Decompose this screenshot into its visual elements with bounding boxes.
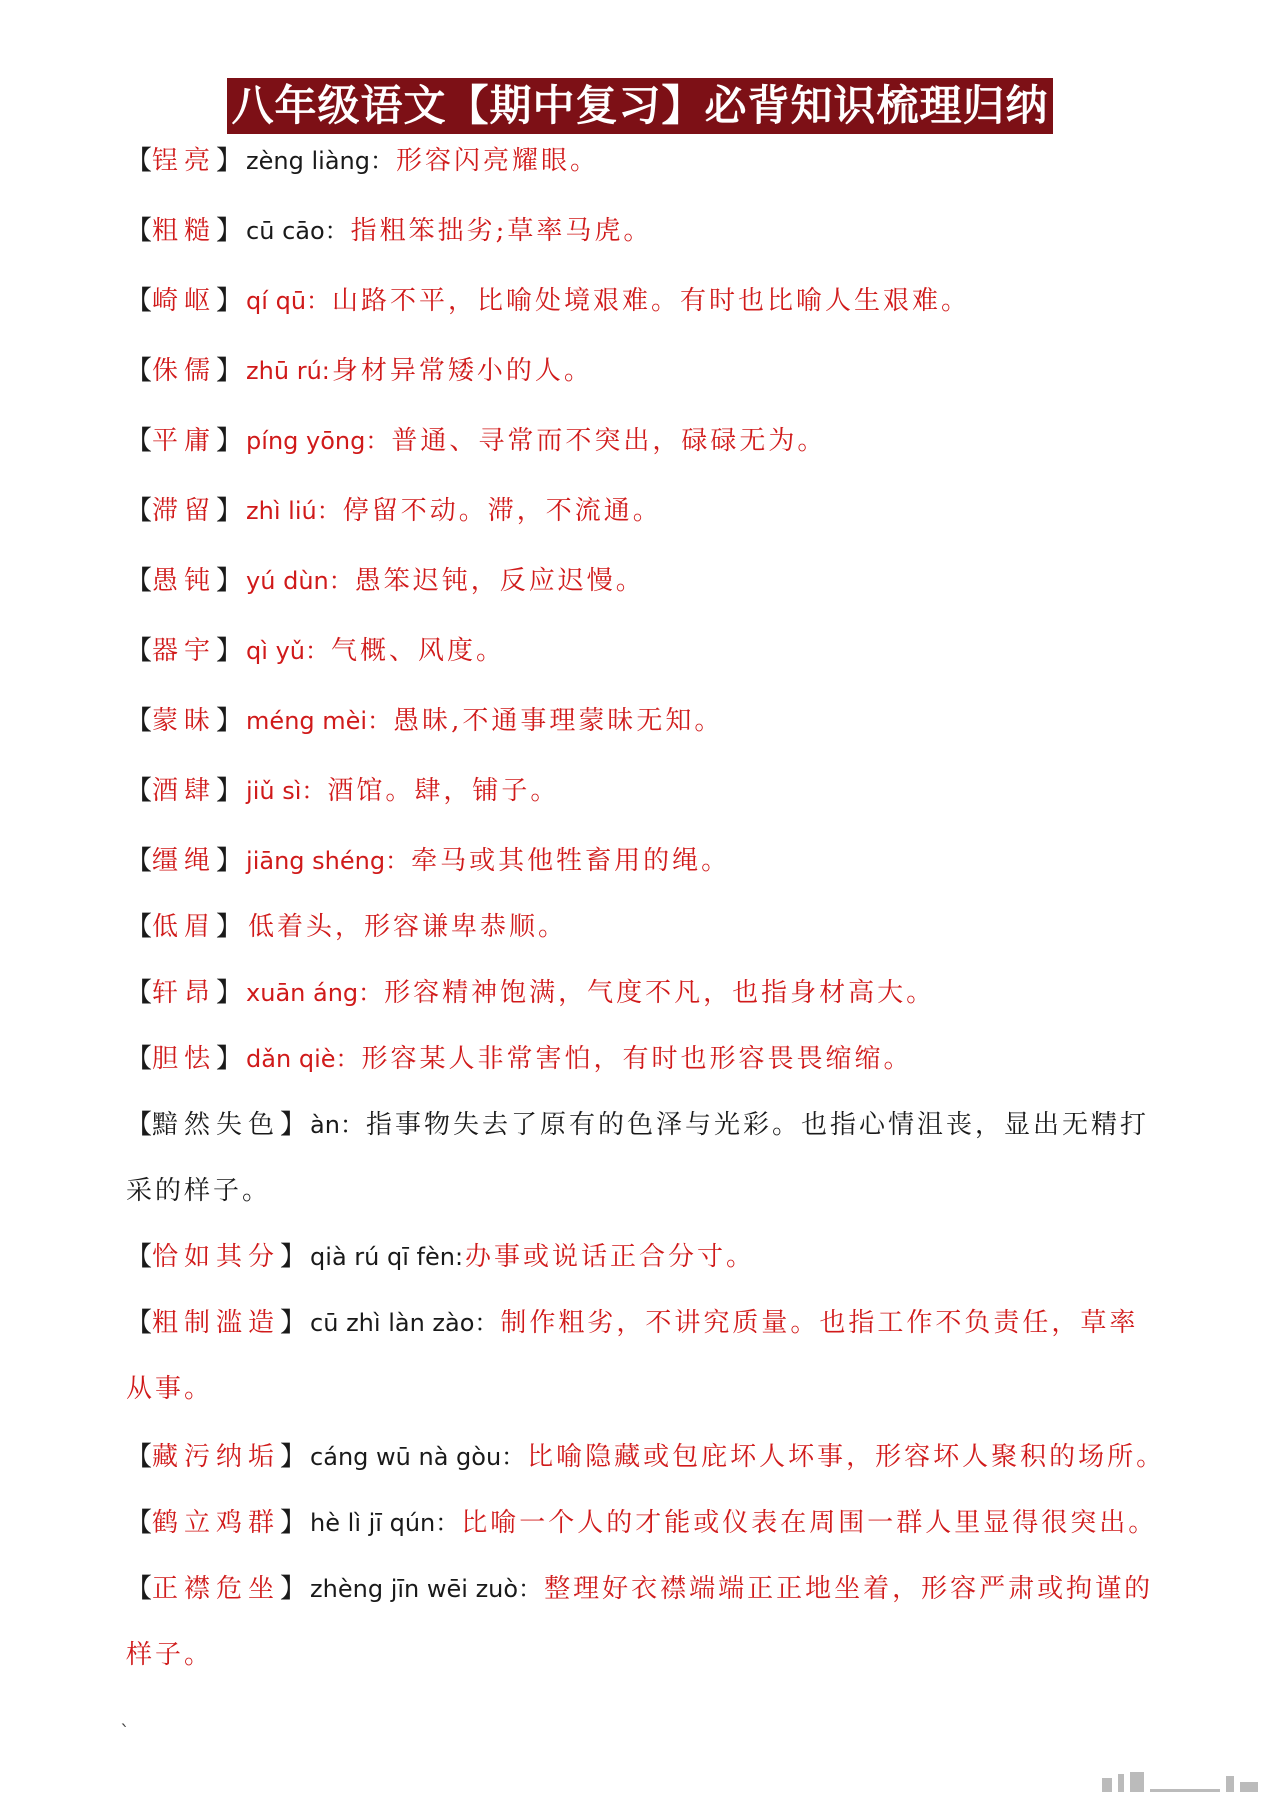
- vocab-entry: 【鹤立鸡群】 hè lì jī qún：比喻一个人的才能或仪表在周围一群人里显得很突出。: [126, 1508, 1158, 1538]
- entry-definition: 低着头，形容谦卑恭顺。: [248, 912, 568, 942]
- entry-definition: 停留不动。滞，不流通。: [342, 496, 662, 526]
- entry-definition: 指粗笨拙劣;草率马虎。: [350, 216, 653, 246]
- entry-term: 正襟危坐: [152, 1574, 281, 1604]
- entry-definition: 愚昧,不通事理蒙昧无知。: [393, 706, 724, 736]
- entry-term: 酒肆: [152, 776, 217, 806]
- entry-pinyin: qià rú qī fèn:: [310, 1243, 464, 1271]
- entry-pinyin: cū zhì làn zào：: [310, 1309, 499, 1337]
- entry-pinyin: jiǔ sì：: [246, 777, 326, 805]
- entry-pinyin: jiāng shéng：: [246, 847, 410, 875]
- stray-mark: `: [120, 1720, 130, 1744]
- vocab-entry: 【愚钝】 yú dùn：愚笨迟钝，反应迟慢。: [126, 566, 645, 596]
- vocab-entry: 【平庸】 píng yōng：普通、寻常而不突出，碌碌无为。: [126, 426, 827, 456]
- entry-pinyin: qì yǔ：: [246, 637, 329, 665]
- entry-pinyin: píng yōng：: [246, 427, 390, 455]
- entry-pinyin: zhū rú:: [246, 357, 330, 385]
- vocab-entry: 【轩昂】 xuān áng：形容精神饱满，气度不凡，也指身材高大。: [126, 978, 936, 1008]
- entry-term: 锃亮: [152, 146, 217, 176]
- entry-definition: 形容精神饱满，气度不凡，也指身材高大。: [384, 978, 936, 1008]
- entry-pinyin: qí qū：: [246, 287, 331, 315]
- entry-term: 轩昂: [152, 978, 217, 1008]
- entry-pinyin: zèng liàng：: [246, 147, 394, 175]
- entry-definition: 形容某人非常害怕，有时也形容畏畏缩缩。: [361, 1044, 913, 1074]
- entry-definition: 气概、风度。: [331, 636, 506, 666]
- entry-definition: 整理好衣襟端端正正地坐着，形容严肃或拘谨的样子。: [126, 1574, 1154, 1670]
- title-banner: [0, 78, 1280, 134]
- entry-term: 粗制滥造: [152, 1308, 281, 1338]
- entry-definition: 牵马或其他牲畜用的绳。: [411, 846, 731, 876]
- entry-definition: 愚笨迟钝，反应迟慢。: [354, 566, 645, 596]
- entry-term: 侏儒: [152, 356, 217, 386]
- entry-definition: 身材异常矮小的人。: [331, 356, 593, 386]
- vocab-entry: 【锃亮】 zèng liàng：形容闪亮耀眼。: [126, 146, 599, 176]
- entry-term: 蒙昧: [152, 706, 217, 736]
- vocab-entry: 【恰如其分】 qià rú qī fèn:办事或说话正合分寸。: [126, 1242, 756, 1272]
- vocab-entry: 【崎岖】 qí qū：山路不平，比喻处境艰难。有时也比喻人生艰难。: [126, 286, 971, 316]
- vocab-entry: 【粗糙】 cū cāo：指粗笨拙劣;草率马虎。: [126, 216, 653, 246]
- entry-term: 藏污纳垢: [152, 1442, 281, 1472]
- entry-term: 愚钝: [152, 566, 217, 596]
- entry-definition: 制作粗劣，不讲究质量。也指工作不负责任，草率从事。: [126, 1308, 1139, 1404]
- entry-definition: 酒馆。肆，铺子。: [327, 776, 560, 806]
- entry-term: 恰如其分: [152, 1242, 281, 1272]
- entry-pinyin: hè lì jī qún：: [310, 1509, 460, 1537]
- entry-definition: 比喻一个人的才能或仪表在周围一群人里显得很突出。: [461, 1508, 1158, 1538]
- entry-definition: 指事物失去了原有的色泽与光彩。也指心情沮丧，显出无精打采的样子。: [126, 1110, 1149, 1206]
- entry-term: 崎岖: [152, 286, 217, 316]
- entry-term: 粗糙: [152, 216, 217, 246]
- entry-term: 缰绳: [152, 846, 217, 876]
- entry-term: 器宇: [152, 636, 217, 666]
- entry-pinyin: yú dùn：: [246, 567, 353, 595]
- vocab-entry: 【正襟危坐】 zhèng jīn wēi zuò：整理好衣襟端端正正地坐着，形容严肃或拘谨的样子。: [126, 1574, 1154, 1670]
- entry-term: 黯然失色: [152, 1110, 281, 1140]
- entry-definition: 比喻隐藏或包庇坏人坏事，形容坏人聚积的场所。: [527, 1442, 1166, 1472]
- entry-term: 低眉: [152, 912, 217, 942]
- entry-definition: 普通、寻常而不突出，碌碌无为。: [391, 426, 827, 456]
- entry-pinyin: zhì liú：: [246, 497, 341, 525]
- watermark-icon: [1102, 1772, 1262, 1792]
- vocab-entry: 【酒肆】 jiǔ sì：酒馆。肆，铺子。: [126, 776, 560, 806]
- vocab-entry: 【蒙昧】 méng mèi：愚昧,不通事理蒙昧无知。: [126, 706, 724, 736]
- entry-definition: 山路不平，比喻处境艰难。有时也比喻人生艰难。: [332, 286, 971, 316]
- vocab-entry: 【侏儒】 zhū rú:身材异常矮小的人。: [126, 356, 593, 386]
- vocab-entry: 【藏污纳垢】 cáng wū nà gòu：比喻隐藏或包庇坏人坏事，形容坏人聚积的场所。: [126, 1442, 1166, 1472]
- page-title: 八年级语文【期中复习】必背知识梳理归纳: [227, 78, 1052, 134]
- entry-term: 滞留: [152, 496, 217, 526]
- entry-pinyin: cáng wū nà gòu：: [310, 1443, 526, 1471]
- entry-term: 鹤立鸡群: [152, 1508, 281, 1538]
- vocab-entry: 【胆怯】 dǎn qiè：形容某人非常害怕，有时也形容畏畏缩缩。: [126, 1044, 913, 1074]
- entry-pinyin: dǎn qiè：: [246, 1045, 360, 1073]
- entry-pinyin: àn：: [310, 1111, 364, 1139]
- entry-pinyin: xuān áng：: [246, 979, 383, 1007]
- entry-definition: 办事或说话正合分寸。: [465, 1242, 756, 1272]
- vocab-entry: 【器宇】 qì yǔ：气概、风度。: [126, 636, 506, 666]
- vocab-entry: 【低眉】 低着头，形容谦卑恭顺。: [126, 912, 568, 942]
- vocab-entry: 【滞留】 zhì liú：停留不动。滞，不流通。: [126, 496, 662, 526]
- vocab-entry: 【黯然失色】 àn：指事物失去了原有的色泽与光彩。也指心情沮丧，显出无精打采的样子。: [126, 1110, 1149, 1206]
- entry-pinyin: méng mèi：: [246, 707, 392, 735]
- entry-term: 平庸: [152, 426, 217, 456]
- entry-pinyin: zhèng jīn wēi zuò：: [310, 1575, 543, 1603]
- vocab-entry: 【缰绳】 jiāng shéng：牵马或其他牲畜用的绳。: [126, 846, 731, 876]
- entry-term: 胆怯: [152, 1044, 217, 1074]
- vocab-entry: 【粗制滥造】 cū zhì làn zào：制作粗劣，不讲究质量。也指工作不负责任，草率从事。: [126, 1308, 1139, 1404]
- entry-pinyin: cū cāo：: [246, 217, 349, 245]
- entry-definition: 形容闪亮耀眼。: [395, 146, 599, 176]
